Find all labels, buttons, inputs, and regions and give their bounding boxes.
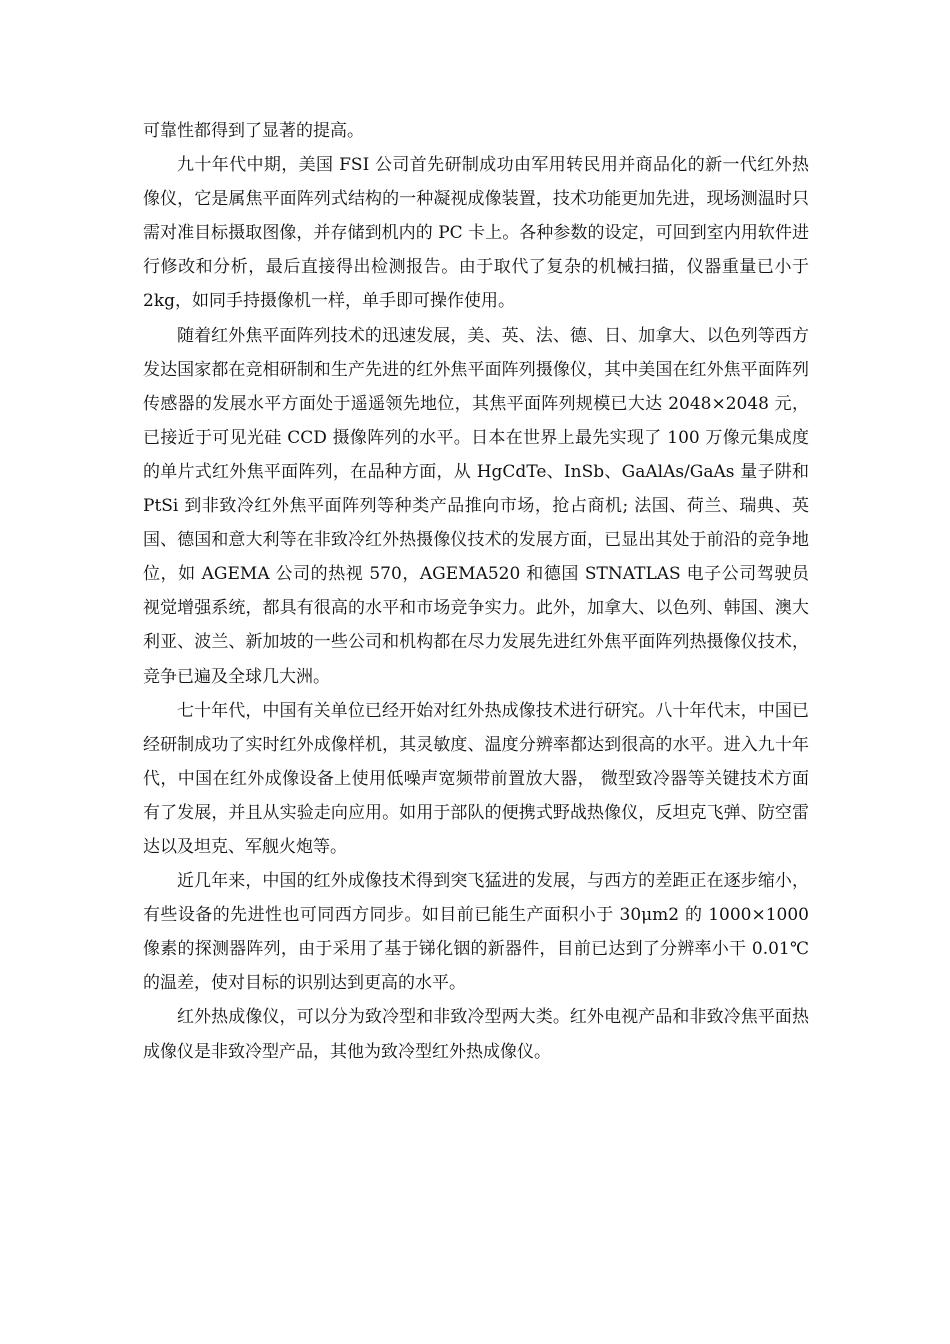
paragraph-china-research-history: 七十年代，中国有关单位已经开始对红外热成像技术进行研究。八十年代末，中国已经研制成功了实时红外成像样机，其灵敏度、温度分辨率都达到很高的水平。进入九十年代，中国在红外成像设备上使用低噪声宽频带前置放大器， 微型致冷器等关键技术方面有了发展，并且从实验走向应用。如用于部队的便携式野战热像仪，反坦克飞弹、防空雷达以及坦克、军舰火炮等。 — [143, 700, 809, 857]
paragraph-fsi-thermal-imager: 九十年代中期，美国 FSI 公司首先研制成功由军用转民用并商品化的新一代红外热像仪，它是属焦平面阵列式结构的一种凝视成像装置，技术功能更加先进，现场测温时只需对准目标摄取图像，并存储到机内的 PC 卡上。各种参数的设定，可回到室内用软件进行修改和分析，最后直接得出检测报告。由于取代了复杂的机械扫描，仪器重量已小于 2kg，如同手持摄像机一样，单手即可操作使用。 — [143, 155, 809, 312]
paragraph-continuation: 可靠性都得到了显著的提高。 — [143, 121, 364, 141]
paragraph-china-recent-progress: 近几年来，中国的红外成像技术得到突飞猛进的发展，与西方的差距正在逐步缩小，有些设备的先进性也可同西方同步。如目前已能生产面积小于 30μm2 的 1000×1000 像素的探测器阵列，由于采用了基于锑化铟的新器件，目前已达到了分辨率小干 0.01℃的温差，使对目标的识别达到更高的水平。 — [143, 871, 809, 994]
paragraph-imager-classification: 红外热成像仪，可以分为致冷型和非致冷型两大类。红外电视产品和非致冷焦平面热成像仪是非致冷型产品，其他为致冷型红外热成像仪。 — [143, 1007, 809, 1062]
document-body — [143, 114, 809, 1069]
paragraph-focal-plane-array-development: 随着红外焦平面阵列技术的迅速发展，美、英、法、德、日、加拿大、以色列等西方发达国家都在竞相研制和生产先进的红外焦平面阵列摄像仪，其中美国在红外焦平面阵列传感器的发展水平方面处于遥遥领先地位，其焦平面阵列规模已大达 2048×2048 元，已接近于可见光硅 CCD 摄像阵列的水平。日本在世界上最先实现了 100 万像元集成度的单片式红外焦平面阵列，在品种方面，从 HgCdTe、InSb、GaAlAs/GaAs 量子阱和 PtSi 到非致冷红外焦平面阵列等种类产品推向市场，抢占商机; 法国、荷兰、瑞典、英国、德国和意大利等在非致冷红外热摄像仪技术的发展方面，已显出其处于前沿的竞争地位，如 AGEMA 公司的热视 570，AGEMA520 和德国 STNATLAS 电子公司驾驶员视觉增强系统，都具有很高的水平和市场竞争实力。此外，加拿大、以色列、韩国、澳大利亚、波兰、新加坡的一些公司和机构都在尽力发展先进红外焦平面阵列热摄像仪技术，竞争已遍及全球几大洲。 — [143, 325, 809, 687]
